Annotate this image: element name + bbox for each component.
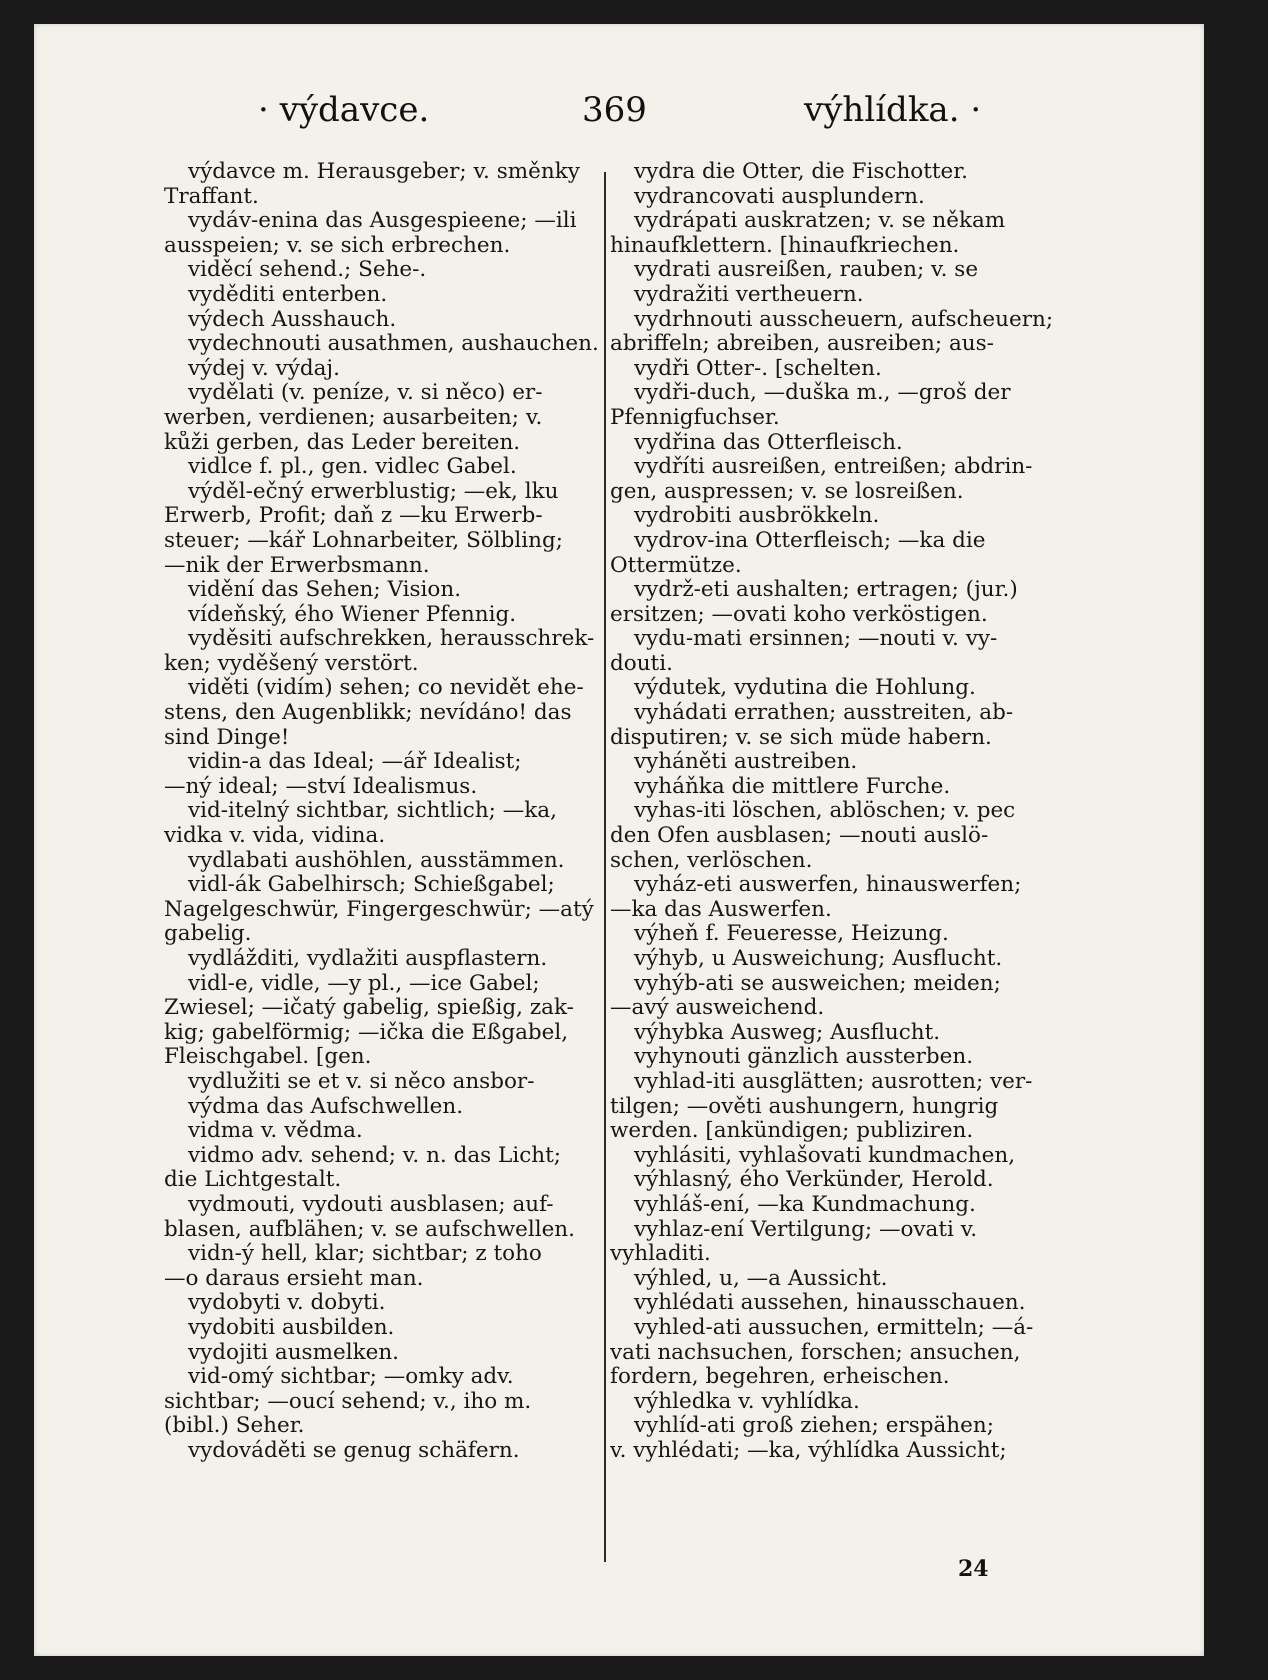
page-header: [34, 90, 1204, 140]
entry-line: —ný ideal; —ství Idealismus.: [164, 774, 478, 799]
entry-line: tilgen; —ověti aushungern, hungrig: [610, 1094, 999, 1119]
entry-line: ersitzen; —ovati koho verköstigen.: [610, 602, 988, 627]
entry-line: den Ofen ausblasen; —nouti auslö-: [610, 824, 989, 849]
entry-line: Pfennigfuchser.: [610, 405, 780, 430]
entry-line: kig; gabelförmig; —ička die Eßgabel,: [164, 1020, 569, 1045]
entry-line: vidma v. vědma.: [188, 1119, 363, 1144]
signature-mark: 24: [958, 1556, 989, 1582]
entry-line: —o daraus ersieht man.: [164, 1266, 424, 1291]
entry-line: hinaufklettern. [hinaufkriechen.: [610, 233, 960, 258]
entry-line: —ka das Auswerfen.: [610, 897, 832, 922]
entry-line: Erwerb, Profit; daň z —ku Erwerb-: [164, 504, 543, 529]
entry-line: vydělati (v. peníze, v. si něco) er-: [188, 381, 543, 406]
entry-line: výhybka Ausweg; Ausflucht.: [634, 1020, 941, 1045]
entry-line: vydrov-ina Otterfleisch; —ka die: [634, 528, 986, 553]
header-left-entry: · výdavce.: [258, 90, 430, 130]
entry-line: výdech Ausshauch.: [188, 307, 397, 332]
entry-line: vydrhnouti ausscheuern, aufscheuern;: [634, 307, 1054, 332]
page-number: 369: [582, 90, 647, 130]
entry-line: —nik der Erwerbsmann.: [164, 553, 430, 578]
entry-line: vyhlásiti, vyhlašovati kundmachen,: [634, 1143, 1016, 1168]
entry-line: disputiren; v. se sich müde habern.: [610, 725, 992, 750]
entry-line: sind Dinge!: [164, 725, 290, 750]
entry-line: vydrancovati ausplundern.: [634, 184, 925, 209]
entry-line: vyhádati errathen; ausstreiten, ab-: [634, 701, 1014, 726]
header-right-entry: výhlídka. ·: [804, 90, 982, 130]
entry-line: vydrž-eti aushalten; ertragen; (jur.): [634, 578, 1018, 603]
entry-line: gen, auspressen; v. se losreißen.: [610, 479, 964, 504]
entry-line: vyhýb-ati se ausweichen; meiden;: [634, 971, 1001, 996]
entry-line: vidl-e, vidle, —y pl., —ice Gabel;: [188, 971, 540, 996]
entry-line: vidl-ák Gabelhirsch; Schießgabel;: [188, 873, 555, 898]
column-divider: [604, 172, 606, 1562]
entry-line: gabelig.: [164, 922, 252, 947]
entry-line: vydlužiti se et v. si něco ansbor-: [188, 1069, 535, 1094]
entry-line: vydáv-enina das Ausgespieene; —ili: [188, 209, 577, 234]
entry-line: werben, verdienen; ausarbeiten; v.: [164, 405, 543, 430]
entry-line: vid-itelný sichtbar, sichtlich; —ka,: [188, 799, 557, 824]
entry-line: výhlasný, ého Verkünder, Herold.: [634, 1168, 994, 1193]
entry-line: werden. [ankündigen; publiziren.: [610, 1119, 974, 1144]
entry-line: výhledka v. vyhlídka.: [634, 1389, 860, 1414]
right-column: [610, 160, 1102, 1463]
entry-line: vyház-eti auswerfen, hinauswerfen;: [634, 873, 1022, 898]
entry-line: —avý ausweichend.: [610, 996, 825, 1021]
entry-line: výděl-ečný erwerblustig; —ek, lku: [188, 479, 559, 504]
entry-line: výhyb, u Ausweichung; Ausflucht.: [634, 947, 1003, 971]
entry-line: výdavce m. Herausgeber; v. směnky: [188, 160, 580, 184]
entry-line: vyhlad-iti ausglätten; ausrotten; ver-: [634, 1069, 1033, 1094]
entry-line: vydmouti, vydouti ausblasen; auf-: [188, 1192, 554, 1217]
entry-line: vydobiti ausbilden.: [188, 1315, 395, 1340]
entry-line: vyhynouti gänzlich aussterben.: [634, 1045, 974, 1070]
entry-line: vydřina das Otterfleisch.: [634, 430, 903, 455]
entry-line: ausspeien; v. se sich erbrechen.: [164, 233, 511, 258]
entry-line: výhled, u, —a Aussicht.: [634, 1266, 888, 1291]
entry-line: výdma das Aufschwellen.: [188, 1094, 464, 1119]
entry-line: (bibl.) Seher.: [164, 1414, 305, 1439]
entry-line: vati nachsuchen, forschen; ansuchen,: [610, 1340, 1021, 1365]
entry-line: vyhled-ati aussuchen, ermitteln; —á-: [634, 1315, 1034, 1340]
entry-line: abriffeln; abreiben, ausreiben; aus-: [610, 332, 994, 357]
dictionary-page: [34, 24, 1204, 1656]
entry-line: vydrápati auskratzen; v. se někam: [634, 209, 1006, 234]
entry-line: vyděsiti aufschrekken, herausschrek-: [188, 627, 595, 652]
entry-line: sichtbar; —oucí sehend; v., iho m.: [164, 1389, 532, 1414]
entry-line: steuer; —kář Lohnarbeiter, Sölbling;: [164, 528, 564, 553]
entry-line: vydříti ausreißen, entreißen; abdrin-: [634, 455, 1033, 480]
entry-line: kůži gerben, das Leder bereiten.: [164, 430, 521, 455]
entry-line: vyhlédati aussehen, hinausschauen.: [634, 1291, 1026, 1316]
entry-line: vidění das Sehen; Vision.: [188, 578, 462, 603]
entry-line: vidlce f. pl., gen. vidlec Gabel.: [188, 455, 517, 480]
entry-line: vydojiti ausmelken.: [188, 1340, 400, 1365]
entry-line: výdej v. výdaj.: [188, 356, 340, 381]
entry-line: Zwiesel; —ičatý gabelig, spießig, zak-: [164, 996, 574, 1021]
entry-line: Fleischgabel. [gen.: [164, 1045, 372, 1070]
entry-line: vyděditi enterben.: [188, 282, 388, 307]
entry-line: vydři-duch, —duška m., —groš der: [634, 381, 1011, 406]
entry-line: vidmo adv. sehend; v. n. das Licht;: [188, 1143, 561, 1168]
entry-line: die Lichtgestalt.: [164, 1168, 342, 1193]
entry-line: vidin-a das Ideal; —ář Idealist;: [188, 750, 522, 775]
entry-line: vydlabati aushöhlen, ausstämmen.: [188, 848, 565, 873]
entry-line: výdutek, vydutina die Hohlung.: [634, 676, 976, 701]
entry-line: v. vyhlédati; —ka, výhlídka Aussicht;: [610, 1438, 1007, 1463]
entry-line: vyhladiti.: [610, 1242, 711, 1267]
entry-line: vyháněti austreiben.: [634, 750, 858, 775]
entry-line: vydováděti se genug schäfern.: [188, 1438, 520, 1463]
entry-line: ken; vyděšený verstört.: [164, 651, 419, 676]
entry-line: vídeňský, ého Wiener Pfennig.: [188, 602, 517, 627]
entry-line: vydlážditi, vydlažiti auspflastern.: [188, 947, 548, 971]
entry-line: vydrobiti ausbrökkeln.: [634, 504, 880, 529]
entry-line: vydechnouti ausathmen, aushauchen.: [188, 332, 599, 357]
entry-line: vidka v. vida, vidina.: [164, 824, 386, 849]
entry-line: Ottermütze.: [610, 553, 742, 578]
entry-line: vid-omý sichtbar; —omky adv.: [188, 1365, 514, 1390]
entry-line: douti.: [610, 651, 673, 676]
entry-line: výheň f. Feueresse, Heizung.: [634, 922, 949, 947]
entry-line: viděti (vidím) sehen; co nevidět ehe-: [188, 676, 584, 701]
entry-line: vydu-mati ersinnen; —nouti v. vy-: [634, 627, 998, 652]
entry-line: vydražiti vertheuern.: [634, 282, 864, 307]
entry-line: vydři Otter-. [schelten.: [634, 356, 882, 381]
left-column: [164, 160, 640, 1463]
entry-line: stens, den Augenblikk; nevídáno! das: [164, 701, 572, 726]
entry-line: vydra die Otter, die Fischotter.: [634, 160, 969, 184]
entry-line: vyhlaz-ení Vertilgung; —ovati v.: [634, 1217, 978, 1242]
entry-line: fordern, begehren, erheischen.: [610, 1365, 950, 1390]
entry-line: vyhas-iti löschen, ablöschen; v. pec: [634, 799, 1016, 824]
entry-line: blasen, aufblähen; v. se aufschwellen.: [164, 1217, 575, 1242]
entry-line: vydobyti v. dobyti.: [188, 1291, 386, 1316]
entry-line: Traffant.: [164, 184, 259, 209]
entry-line: vidn-ý hell, klar; sichtbar; z toho: [188, 1242, 542, 1267]
entry-line: vyháňka die mittlere Furche.: [634, 774, 951, 799]
entry-line: viděcí sehend.; Sehe-.: [188, 258, 427, 283]
entry-line: Nagelgeschwür, Fingergeschwür; —atý: [164, 897, 594, 922]
entry-line: vyhlíd-ati groß ziehen; erspähen;: [634, 1414, 994, 1439]
entry-line: schen, verlöschen.: [610, 848, 813, 873]
entry-line: vydrati ausreißen, rauben; v. se: [634, 258, 979, 283]
entry-line: vyhláš-ení, —ka Kundmachung.: [634, 1192, 976, 1217]
